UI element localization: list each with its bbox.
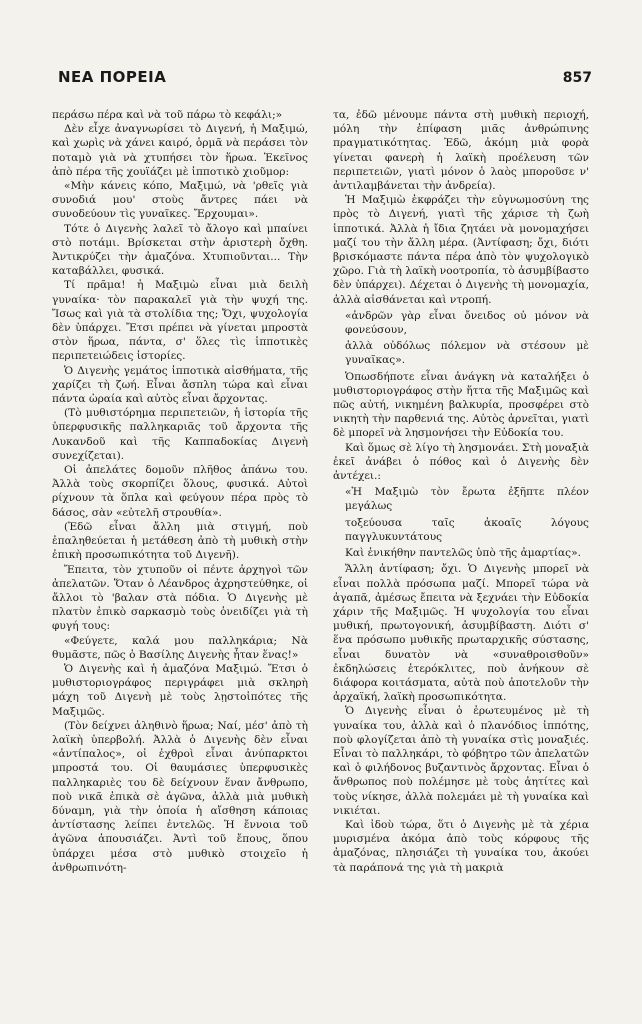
page-number: 857	[562, 70, 592, 86]
paragraph: Ὁ Διγενὴς καὶ ἡ ἀμαζόνα Μαξιμώ. Ἔτσι ὁ μυθιστοριογράφος περιγράφει μιὰ σκληρὴ μάχη τοῦ Διγενὴ μὲ τοὺς λῃστοἱπότες τῆς Μαξιμῶς.	[52, 662, 308, 718]
paragraph: Τί πρᾶμα! ἡ Μαξιμὼ εἶναι μιὰ δειλὴ γυναίκα· τὸν παρακαλεῖ γιὰ τὴν ψυχή της. Ἴσως καὶ γιὰ τὰ στολίδια της; Ὄχι, ψυχολογία δὲν ὑπάρχει. Ἔτσι πρέπει νὰ γίνεται μπροστὰ στὸν ἥρωα, πάντα, σ' ὅλες τὶς ἱπποτικὲς περιπετειώδεις ἱστορίες.	[52, 279, 308, 363]
paragraph: (Ἐδῶ εἶναι ἄλλη μιὰ στιγμή, ποὺ ἐπαληθεύεται ἡ μετάθεση ἀπὸ τὴ μυθικὴ στὴν ἐπικὴ προσωπικότητα τοῦ Διγενῆ).	[52, 520, 308, 562]
right-column	[333, 108, 589, 875]
paragraph: «Μὴν κάνεις κόπο, Μαξιμώ, νὰ 'ρθεῖς γιὰ συνοδιά μου' στοὺς ἄντρες πάει νὰ συνοδεύουν τὶς γυναῖκες. Ἔρχουμαι».	[52, 180, 308, 221]
verse-line: Καὶ ἐνικήθην παντελῶς ὑπὸ τῆς ἀμαρτίας».	[345, 547, 581, 560]
paragraph: Ὁ Διγενὴς εἶναι ὁ ἐρωτευμένος μὲ τὴ γυναίκα του, ἀλλὰ καὶ ὁ πλανόδιος ἱππότης, ποὺ φλογίζεται ἀπὸ τὴ γυναίκα στὶς μοναξιές. Εἶναι τὸ παλληκάρι, τὸ φόβητρο τῶν ἀπελατῶν καὶ ὁ φιλήδονος βυζαντινὸς ἄρχοντας. Εἶναι ὁ ἄνθρωπος ποὺ πολέμησε μὲ τοὺς ἀητίτες καὶ τοὺς νίκησε, ἀλλὰ πολεμάει μὲ τὴ γυναίκα καὶ νικιέται.	[333, 705, 589, 817]
paragraph: Ὁπωσδήποτε εἶναι ἀνάγκη νὰ καταλήξει ὁ μυθιστοριογράφος στὴν ἥττα τῆς Μαξιμῶς καὶ πῶς αὐτή, νικημένη βαλκυρία, προσφέρει στὸ νικητὴ τὴν παρθενιά της. Αὐτὸς ἀρνεῖται, γιατὶ δὲ μπορεῖ νὰ λησμονήσει τὴν Εὐδοκία του.	[333, 370, 590, 440]
left-column	[52, 108, 308, 875]
paragraph: Ὁ Διγενὴς γεμάτος ἱπποτικὰ αἰσθήματα, τῆς χαρίζει τὴ ζωή. Εἶναι ἄσπλη τώρα καὶ εἶναι πάντα ὡραία καὶ αὐτὸς εἶναι ἄρχοντας.	[52, 364, 308, 406]
paragraph: Ἄλλη ἀντίφαση; ὄχι. Ὁ Διγενὴς μπορεῖ νὰ εἶναι πολλὰ πρόσωπα μαζί. Μπορεῖ τώρα νὰ ἀγαπᾶ, ἀμέσως ἔπειτα νὰ ξεχνάει τὴν Εὐδοκία χάριν τῆς Μαξιμῶς. Ἡ ψυχολογία του εἶναι μυθική, πρωτογονική, ἀσυμβίβαστη. Διότι σ' ἕνα πρόσωπο μυθικῆς πρωταρχικῆς σύστασης, εἶναι δυνατὸν νὰ «συναθροισθοῦν» ἐκδηλώσεις ἑτερόκλιτες, ποὺ ἀνήκουν σὲ διάφορα κοιτάσματα, αὐτὰ ποὺ ἀποτελοῦν τὴν ἀρχαϊκή, λαϊκὴ προσωπικότητα.	[333, 563, 589, 704]
paragraph: Ἔπειτα, τὸν χτυποῦν οἱ πέντε ἀρχηγοὶ τῶν ἀπελατῶν. Ὅταν ὁ Λέανδρος ἀχρηστεύθηκε, οἱ ἄλλοι τὸ 'βαλαν στὰ πόδια. Ὁ Διγενὴς μὲ πλατὺν ἐπικὸ σαρκασμὸ τοὺς ὀνειδίζει γιὰ τὴ φυγή τους:	[52, 563, 308, 633]
verse-line: «Ἡ Μαξιμὼ τὸν ἔρωτα ἐξῆπτε πλέον μεγάλως	[345, 486, 589, 513]
paragraph: Τότε ὁ Διγενὴς λαλεῖ τὸ ἄλογο καὶ μπαίνει στὸ ποτάμι. Βρίσκεται στὴν ἀριστερὴ ὄχθη. Ἀντικρύζει τὴν ἀμαζόνα. Χτυπιοῦνται... Τὴν καταβάλλει, φυσικά.	[52, 222, 308, 278]
journal-title: ΝΕΑ ΠΟΡΕΙΑ	[58, 68, 167, 86]
paragraph: τα, ἐδῶ μένουμε πάντα στὴ μυθικὴ περιοχή, μόλη τὴν ἐπίφαση μιᾶς ἀνθρώπινης πραγματικότητας. Ἐδῶ, ἀκόμη μιὰ φορὰ γίνεται φανερὴ ἡ λαϊκὴ προέλευση τῶν περιπετειῶν, γιατὶ μόνον ὁ λαὸς μποροῦσε ν' ἀντιλαμβάνεται τὴν ἀνδρεία).	[333, 109, 589, 193]
paragraph: Δὲν εἶχε ἀναγνωρίσει τὸ Διγενή, ἡ Μαξιμώ, καὶ χωρὶς νὰ χάνει καιρό, ὁρμᾶ νὰ περάσει τὸν ποταμὸ γιὰ νὰ χτυπήσει τὸν ἥρωα. Ἐκεῖνος ἀπὸ πέρα τῆς χουϊάζει μὲ ἱπποτικὸ χιοῦμορ:	[52, 123, 308, 178]
paragraph: (Τὸν δείχνει ἀληθινὸ ἥρωα; Ναί, μέσ' ἀπὸ τὴ λαϊκὴ ὑπερβολή. Ἀλλὰ ὁ Διγενὴς δὲν εἶναι «ἀντίπαλος», οἱ ἐχθροὶ εἶναι ἀνύπαρκτοι μπροστά του. Οἱ θαυμάσιες ὑπερφυσικὲς παλληκαριὲς του δὲ δείχνουν ἕναν ἄνθρωπο, ποὺ νικᾶ ἐπικὰ σὲ ἀγῶνα, ἀλλὰ μιὰ μυθικὴ δύναμη, γιὰ τὴν ὁποία ἡ αἴσθηση κάποιας ἀντίστασης λείπει ἐντελῶς. Ἡ ἔννοια τοῦ ἀγῶνα ἀπουσιάζει. Ἀντὶ τοῦ ἔπους, ὅπου ὑπάρχει μέσα στὸ μυθικὸ στοιχεῖο ἡ ἀνθρωπινότη-	[52, 719, 308, 874]
paragraph: Καὶ ὅμως σὲ λίγο τὴ λησμονάει. Στὴ μοναξιὰ ἐκεῖ ἀνάβει ὁ πόθος καὶ ὁ Διγενὴς δὲν ἀντέχει.:	[333, 441, 589, 483]
paragraph: (Τὸ μυθιστόρημα περιπετειῶν, ἡ ἱστορία τῆς ὑπερφυσικῆς παλληκαριᾶς τοῦ ἄρχοντα τῆς Λυκανδοῦ καὶ τῆς Καππαδοκίας Διγενὴ συνεχίζεται).	[52, 407, 308, 462]
paragraph: «Φεύγετε, καλά μου παλληκάρια; Νὰ θυμᾶστε, πῶς ὁ Βασίλης Διγενὴς ἦταν ἕνας!»	[52, 634, 308, 661]
verse-line: «ἀνδρῶν γὰρ εἶναι ὄνειδος οὐ μόνον νὰ φονεύσουν,	[345, 309, 589, 337]
paragraph: Ἡ Μαξιμὼ ἐκφράζει τὴν εὐγνωμοσύνη της πρὸς τὸ Διγενή, γιατὶ τῆς χάρισε τὴ ζωὴ ἱπποτικά. Ἀλλὰ ἡ ἴδια ζητάει νὰ μονομαχήσει μαζί του τὴν ἄλλη μέρα. (Ἀντίφαση; ὄχι, διότι βρισκόμαστε πάντα πέρα ἀπὸ τὸν ψυχολογικὸ χῶρο. Γιὰ τὴ λαϊκὴ νοοτροπία, τὸ ἀσυμβίβαστο δὲν ὑπάρχει). Δέχεται ὁ Διγενὴς τὴ μονομαχία, ἀλλὰ αἰσθάνεται καὶ ντροπή.	[333, 194, 589, 306]
paragraph: Καὶ ἰδοὺ τώρα, ὅτι ὁ Διγενὴς μὲ τὰ χέρια μυρισμένα ἀκόμα ἀπὸ τοὺς κόρφους τῆς ἀμαζόνας, πλησιάζει τὴ γυναίκα του, ἀκούει τὰ παράπονά της γιὰ τὴ μακριὰ	[333, 818, 589, 874]
verse-line: τοξεύουσα ταῖς ἀκοαῖς λόγους παγγλυκυντάτους	[345, 516, 589, 543]
page-header	[58, 68, 592, 86]
verse-line: ἀλλὰ οὐδόλως πόλεμον νὰ στέσουν μὲ γυναῖκας».	[345, 340, 589, 367]
paragraph: Οἱ ἀπελάτες δομοῦν πλῆθος ἀπάνω του. Ἀλλὰ τοὺς σκορπίζει ὅλους, φυσικά. Αὐτοὶ ρίχνουν τὰ ὅπλα καὶ φεύγουν πέρα πρὸς τὸ δάσος, σὰν «εὐτελῆ στρουθία».	[52, 464, 308, 519]
paragraph: περάσω πέρα καὶ νὰ τοῦ πάρω τὸ κεφάλι;»	[52, 109, 283, 121]
